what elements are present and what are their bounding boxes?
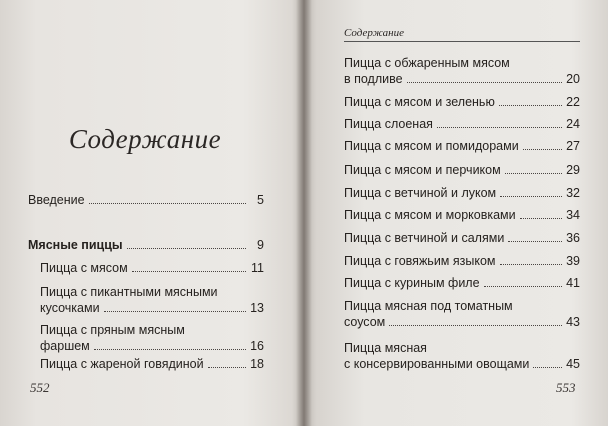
toc-entry-label-line1: Пицца с пикантными мясными: [40, 285, 218, 299]
toc-entry: [344, 185, 580, 204]
toc-entry-page: 27: [566, 139, 580, 153]
toc-entry-page: 43: [566, 315, 580, 329]
toc-entry: [28, 192, 264, 208]
toc-section: [28, 237, 264, 253]
toc-entry-page: 13: [250, 301, 264, 315]
toc-entry-page: 29: [566, 163, 580, 177]
left-page: [0, 0, 300, 426]
toc-entry: [40, 260, 264, 279]
toc-entry-page: 22: [566, 95, 580, 109]
page-number: 552: [30, 380, 50, 395]
toc-entry: [344, 275, 580, 294]
dot-leader: [407, 82, 562, 83]
toc-entry: [344, 298, 580, 333]
toc-entry-page: 32: [566, 186, 580, 200]
toc-entry-page: 9: [257, 238, 264, 252]
toc-entry-page: 24: [566, 117, 580, 131]
toc-entry-page: 39: [566, 254, 580, 268]
toc-section-label: Мясные пиццы: [28, 238, 123, 252]
toc-entry-label: с консервированными овощами: [344, 357, 530, 371]
toc-entry-label: Пицца с мясом: [40, 261, 128, 275]
toc-entry-label: Пицца с жареной говядиной: [40, 357, 204, 371]
dot-leader: [520, 218, 562, 219]
toc-entry-page: 5: [257, 193, 264, 207]
toc-entry-label: Пицца с мясом и морковками: [344, 208, 516, 222]
toc-entry-label: соусом: [344, 315, 386, 329]
dot-leader: [132, 271, 246, 272]
toc-entry: [40, 284, 264, 319]
dot-leader: [208, 367, 246, 368]
dot-leader: [505, 173, 562, 174]
toc-entry-label: Пицца с мясом и зеленью: [344, 95, 495, 109]
toc-entry-page: 41: [566, 276, 580, 290]
dot-leader: [508, 241, 562, 242]
toc-entry: [344, 340, 580, 375]
dot-leader: [127, 248, 246, 249]
toc-entry-page: 34: [566, 208, 580, 222]
toc-entry-label: Введение: [28, 193, 85, 207]
toc-entry-label: кусочками: [40, 301, 100, 315]
dot-leader: [104, 311, 246, 312]
toc-entry: [344, 253, 580, 272]
running-head: Содержание: [344, 27, 580, 42]
toc-entry-page: 36: [566, 231, 580, 245]
toc-entry-label: Пицца слоеная: [344, 117, 433, 131]
dot-leader: [389, 325, 562, 326]
toc-entry-page: 11: [251, 261, 264, 275]
dot-leader: [94, 349, 246, 350]
toc-entry-page: 16: [250, 339, 264, 353]
toc-entry-label: Пицца с ветчиной и салями: [344, 231, 505, 245]
toc-entry: [344, 55, 580, 90]
toc-entry-page: 18: [250, 357, 264, 371]
toc-entry-label-line1: Пицца мясная под томатным: [344, 299, 513, 313]
dot-leader: [89, 203, 246, 204]
toc-entry: [344, 94, 580, 113]
toc-entry-label: Пицца с куриным филе: [344, 276, 480, 290]
toc-entry: [344, 138, 580, 157]
toc-entry: [40, 322, 264, 357]
toc-entry: [344, 162, 580, 181]
toc-entry-label: Пицца с мясом и перчиком: [344, 163, 501, 177]
page-number: 553: [556, 380, 576, 395]
dot-leader: [499, 105, 562, 106]
right-page: [306, 0, 608, 426]
toc-entry-label: Пицца с говяжьим языком: [344, 254, 496, 268]
toc-entry-page: 45: [566, 357, 580, 371]
dot-leader: [500, 264, 562, 265]
toc-entry-label-line1: Пицца мясная: [344, 341, 427, 355]
toc-entry: [344, 230, 580, 249]
toc-entry-label: Пицца с мясом и помидорами: [344, 139, 519, 153]
toc-entry-label-line1: Пицца с пряным мясным: [40, 323, 185, 337]
dot-leader: [523, 149, 562, 150]
toc-entry-label-line1: Пицца с обжаренным мясом: [344, 56, 510, 70]
dot-leader: [437, 127, 562, 128]
toc-entry: [344, 116, 580, 135]
dot-leader: [484, 286, 562, 287]
toc-entry: [40, 356, 264, 375]
toc-entry-label: Пицца с ветчиной и луком: [344, 186, 497, 200]
toc-entry-page: 20: [566, 72, 580, 86]
toc-entry-label: в подливе: [344, 72, 403, 86]
dot-leader: [533, 367, 562, 368]
toc-entry-label: фаршем: [40, 339, 90, 353]
toc-entry: [344, 207, 580, 226]
dot-leader: [500, 196, 562, 197]
page-title: Содержание: [68, 124, 222, 154]
